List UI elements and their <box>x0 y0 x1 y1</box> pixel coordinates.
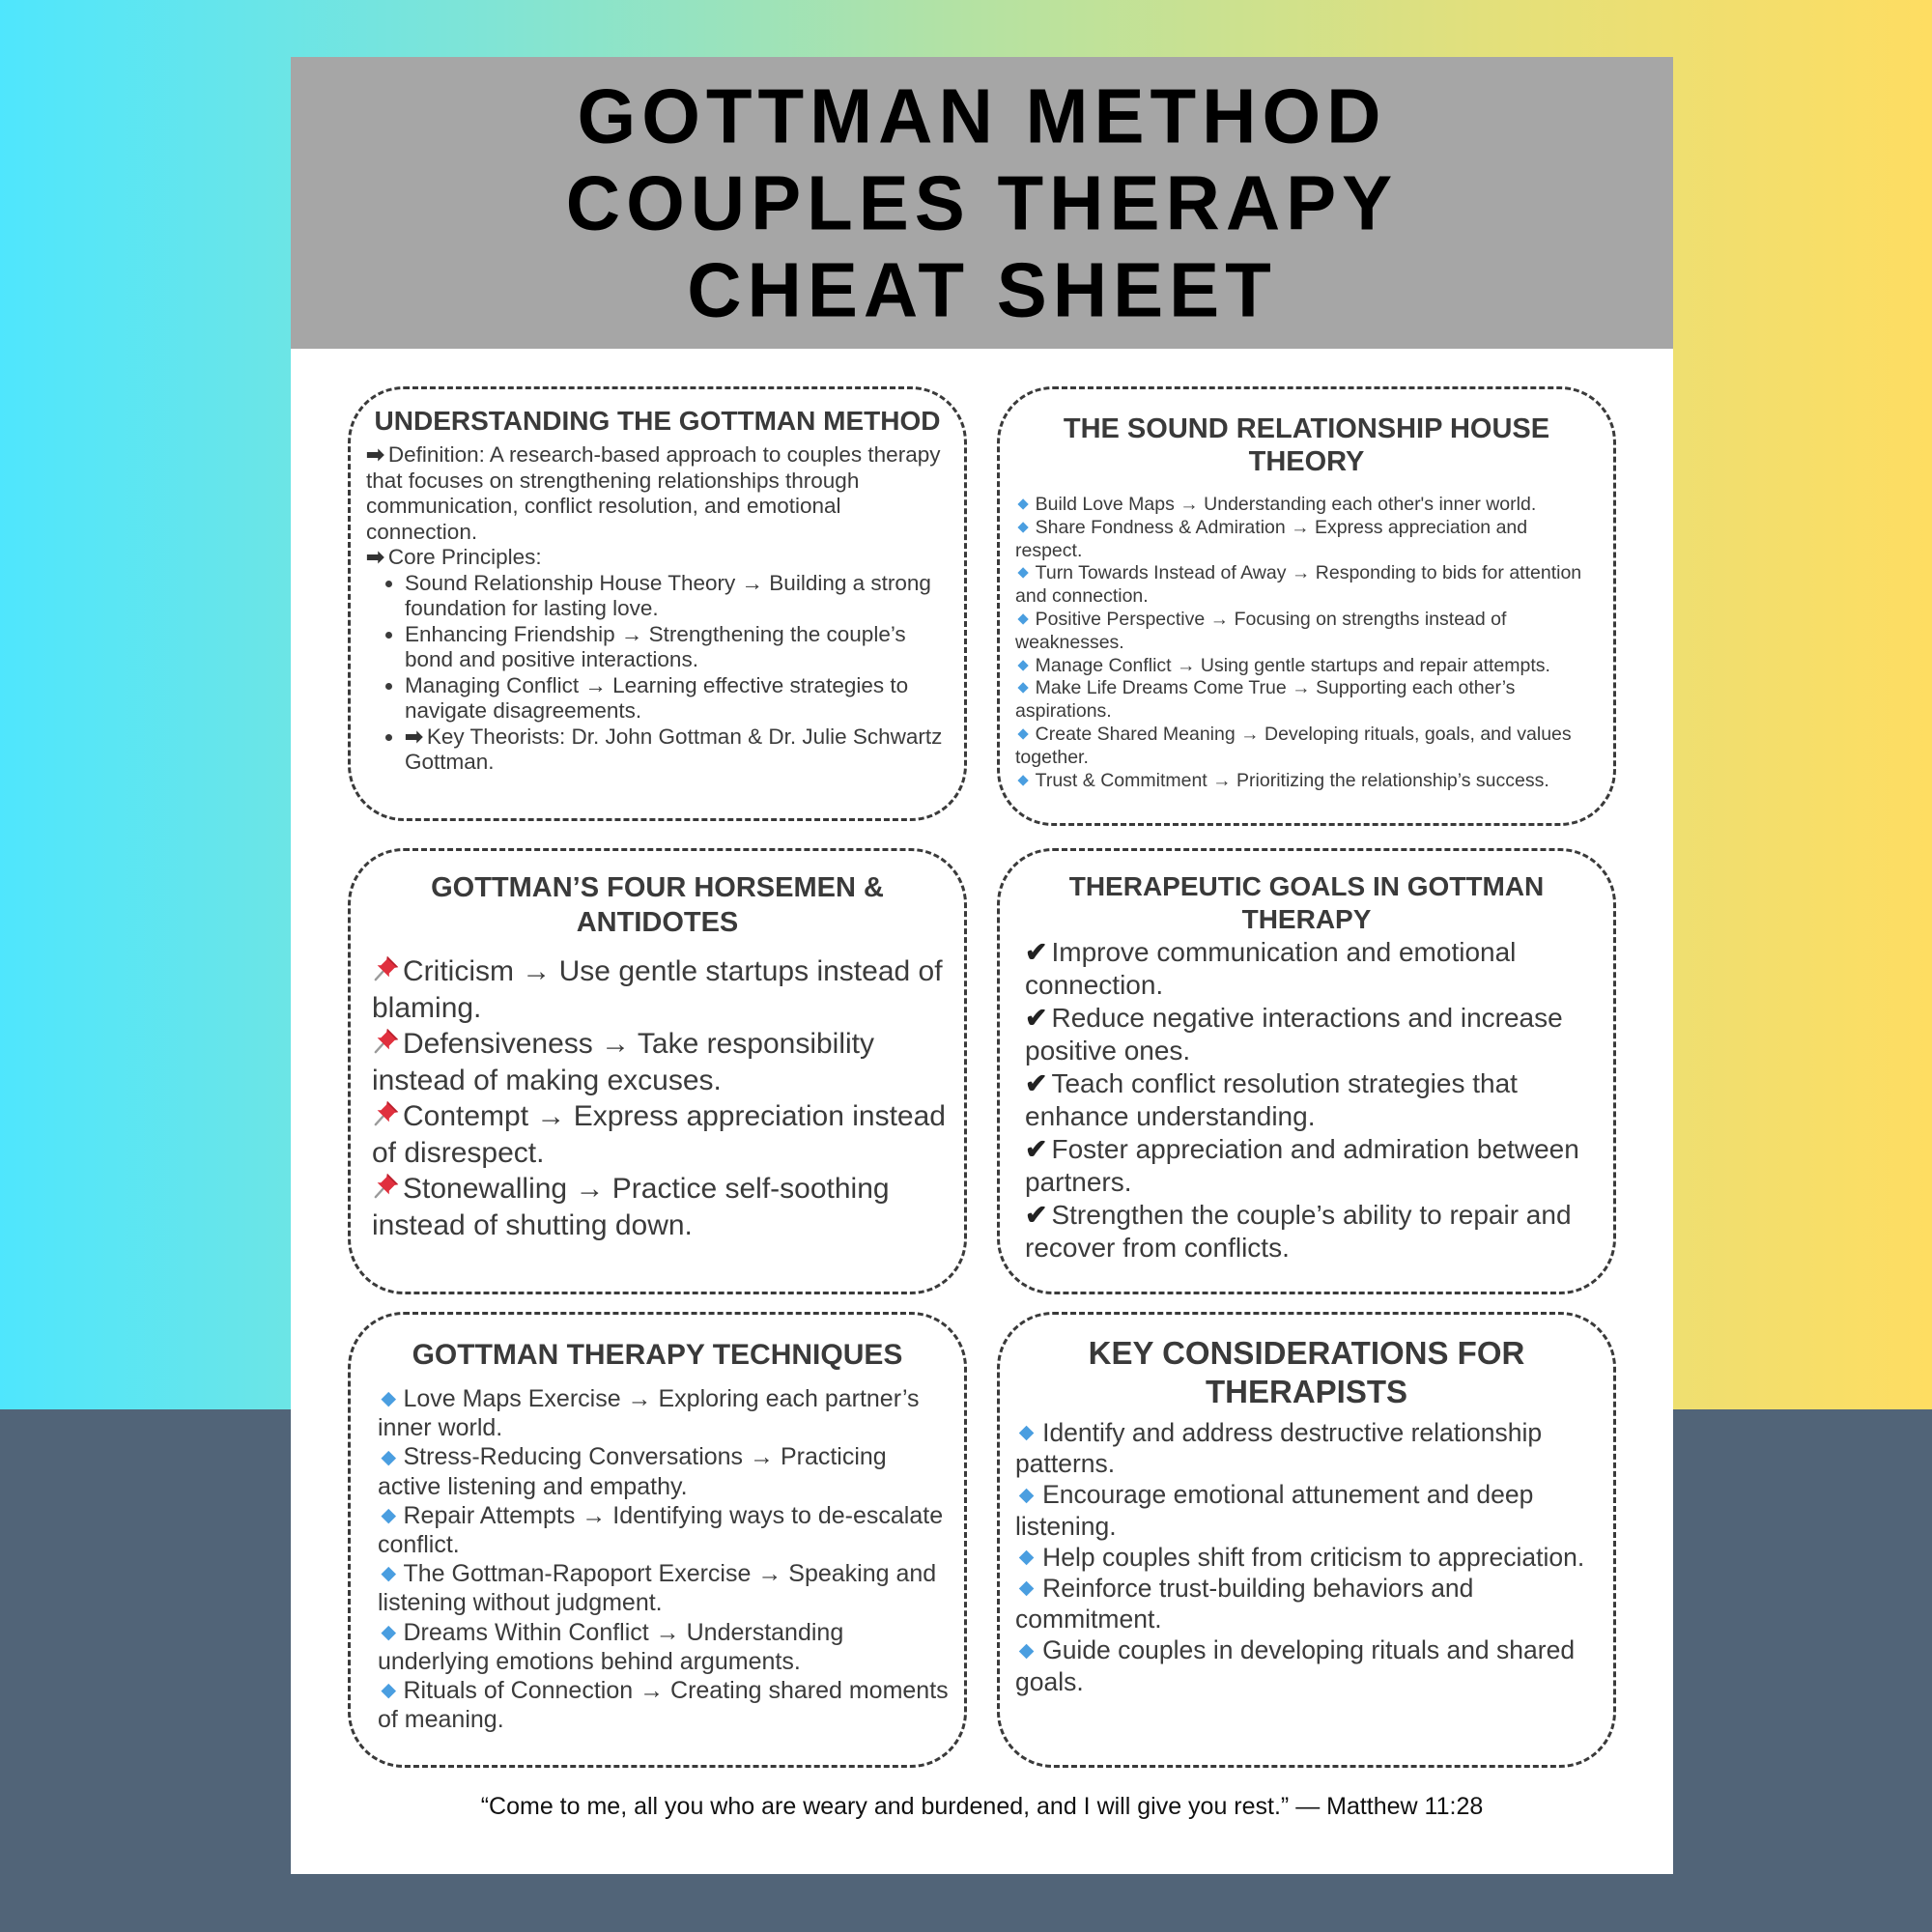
list-item: Share Fondness & Admiration → Express appreciation and respect. <box>1015 516 1528 561</box>
blue-diamond-icon <box>1018 660 1030 671</box>
pushpin-icon <box>372 1171 401 1200</box>
blue-diamond-icon <box>1019 1643 1035 1659</box>
list-item: Reinforce trust-building behaviors and commitment. <box>1015 1574 1474 1634</box>
list-item: Identify and address destructive relationship patterns. <box>1015 1418 1543 1479</box>
blue-diamond-icon <box>1018 522 1030 533</box>
title-banner <box>291 57 1673 349</box>
section-therapy-techniques <box>348 1312 967 1768</box>
list-item: Criticism → Use gentle startups instead of blaming. <box>372 955 943 1024</box>
blue-diamond-icon <box>1018 728 1030 740</box>
section-understanding <box>348 386 967 821</box>
list-item: Rituals of Connection → Creating shared moments of meaning. <box>378 1677 949 1734</box>
list-item: The Gottman-Rapoport Exercise → Speaking and listening without judgment. <box>378 1560 937 1617</box>
pushpin-icon <box>372 1098 401 1127</box>
list-item: Positive Perspective → Focusing on strengths instead of weaknesses. <box>1015 608 1507 653</box>
blue-diamond-icon <box>1018 613 1030 625</box>
blue-diamond-icon <box>381 1626 395 1640</box>
blue-diamond-icon <box>1019 1488 1035 1503</box>
checkmark-icon: ✔ <box>1025 1068 1048 1098</box>
list-item: • Enhancing Friendship → Strengthening the couple’s bond and positive interactions. <box>405 622 949 673</box>
checkmark-icon: ✔ <box>1025 1003 1048 1033</box>
list-item: Stress-Reducing Conversations → Practicing active listening and empathy. <box>378 1443 887 1500</box>
section-key-considerations <box>997 1312 1616 1768</box>
blue-diamond-icon <box>1019 1581 1035 1597</box>
checkmark-icon: ✔ <box>1025 937 1048 967</box>
blue-diamond-icon <box>1018 568 1030 580</box>
section-title: THERAPEUTIC GOALS IN GOTTMAN THERAPY <box>1068 871 1545 934</box>
blue-diamond-icon <box>381 1684 395 1698</box>
section-title: GOTTMAN THERAPY TECHNIQUES <box>412 1339 903 1371</box>
list-item: ✔ Foster appreciation and admiration between partners. <box>1025 1134 1579 1197</box>
blue-diamond-icon <box>381 1392 395 1406</box>
list-item: ✔ Strengthen the couple’s ability to repair and recover from conflicts. <box>1025 1200 1572 1263</box>
list-item: Create Shared Meaning → Developing rituals, goals, and values together. <box>1015 723 1572 768</box>
blue-diamond-icon <box>1018 498 1030 510</box>
section-four-horsemen <box>348 848 967 1294</box>
list-item: Love Maps Exercise → Exploring each partner’s inner world. <box>378 1385 920 1442</box>
blue-diamond-icon <box>381 1509 395 1523</box>
list-item: ✔ Reduce negative interactions and increase positive ones. <box>1025 1003 1563 1065</box>
list-item: Repair Attempts → Identifying ways to de-escalate conflict. <box>378 1501 944 1559</box>
arrow-right-icon: ➡ <box>366 442 384 467</box>
list-item: Contempt → Express appreciation instead of disrespect. <box>372 1100 946 1169</box>
title-line-3: CHEAT SHEET <box>687 246 1277 333</box>
list-item: Turn Towards Instead of Away → Responding to bids for attention and connection. <box>1015 562 1582 608</box>
list-item: Encourage emotional attunement and deep listening. <box>1015 1480 1534 1541</box>
list-item: Build Love Maps → Understanding each other's inner world. <box>1015 494 1598 517</box>
list-item: • Sound Relationship House Theory → Building a strong foundation for lasting love. <box>405 571 949 622</box>
cheat-sheet-page <box>291 57 1673 1874</box>
arrow-right-icon: ➡ <box>366 545 384 569</box>
title-line-2: COUPLES THERAPY <box>565 159 1399 246</box>
list-item: Help couples shift from criticism to appreciation. <box>1015 1542 1598 1573</box>
blue-diamond-icon <box>381 1450 395 1464</box>
list-item: Defensiveness → Take responsibility instead of making excuses. <box>372 1028 875 1096</box>
list-item: Make Life Dreams Come True → Supporting each other’s aspirations. <box>1015 677 1516 723</box>
list-item: • Managing Conflict → Learning effective strategies to navigate disagreements. <box>405 673 949 724</box>
list-item: Trust & Commitment → Prioritizing the relationship’s success. <box>1015 770 1598 793</box>
blue-diamond-icon <box>1018 775 1030 786</box>
section-sound-relationship-house <box>997 386 1616 826</box>
section-therapeutic-goals <box>997 848 1616 1294</box>
list-item: • ➡ Key Theorists: Dr. John Gottman & Dr. Julie Schwartz Gottman. <box>405 724 949 776</box>
principles-list <box>366 571 949 776</box>
list-item: Guide couples in developing rituals and shared goals. <box>1015 1635 1576 1696</box>
section-title: UNDERSTANDING THE GOTTMAN METHOD <box>374 406 941 436</box>
blue-diamond-icon <box>1019 1550 1035 1566</box>
pushpin-icon <box>372 1026 401 1055</box>
section-title: GOTTMAN’S FOUR HORSEMEN & ANTIDOTES <box>431 872 884 938</box>
section-title: KEY CONSIDERATIONS FOR THERAPISTS <box>1088 1335 1525 1409</box>
list-item: ✔ Teach conflict resolution strategies that enhance understanding. <box>1025 1068 1518 1131</box>
checkmark-icon: ✔ <box>1025 1134 1048 1164</box>
blue-diamond-icon <box>1019 1426 1035 1441</box>
checkmark-icon: ✔ <box>1025 1200 1048 1230</box>
footer-quote: “Come to me, all you who are weary and burdened, and I will give you rest.” — Matthew 11:28 <box>480 1793 1484 1820</box>
title-line-1: GOTTMAN METHOD <box>577 72 1387 159</box>
blue-diamond-icon <box>1018 683 1030 695</box>
list-item: ✔ Improve communication and emotional connection. <box>1025 937 1517 1000</box>
list-item: Manage Conflict → Using gentle startups and repair attempts. <box>1015 655 1598 678</box>
arrow-right-icon: ➡ <box>405 724 423 749</box>
list-item: Dreams Within Conflict → Understanding underlying emotions behind arguments. <box>378 1618 844 1675</box>
core-principles-label: ➡ Core Principles: <box>366 545 542 569</box>
list-item: Stonewalling → Practice self-soothing instead of shutting down. <box>372 1173 890 1241</box>
definition-text: ➡ Definition: A research-based approach to couples therapy that focuses on strengthening relationships through communication, conflict resolution, and emotional connection. <box>366 442 941 544</box>
section-title: THE SOUND RELATIONSHIP HOUSE THEORY <box>1063 413 1550 477</box>
blue-diamond-icon <box>381 1567 395 1581</box>
pushpin-icon <box>372 953 401 982</box>
